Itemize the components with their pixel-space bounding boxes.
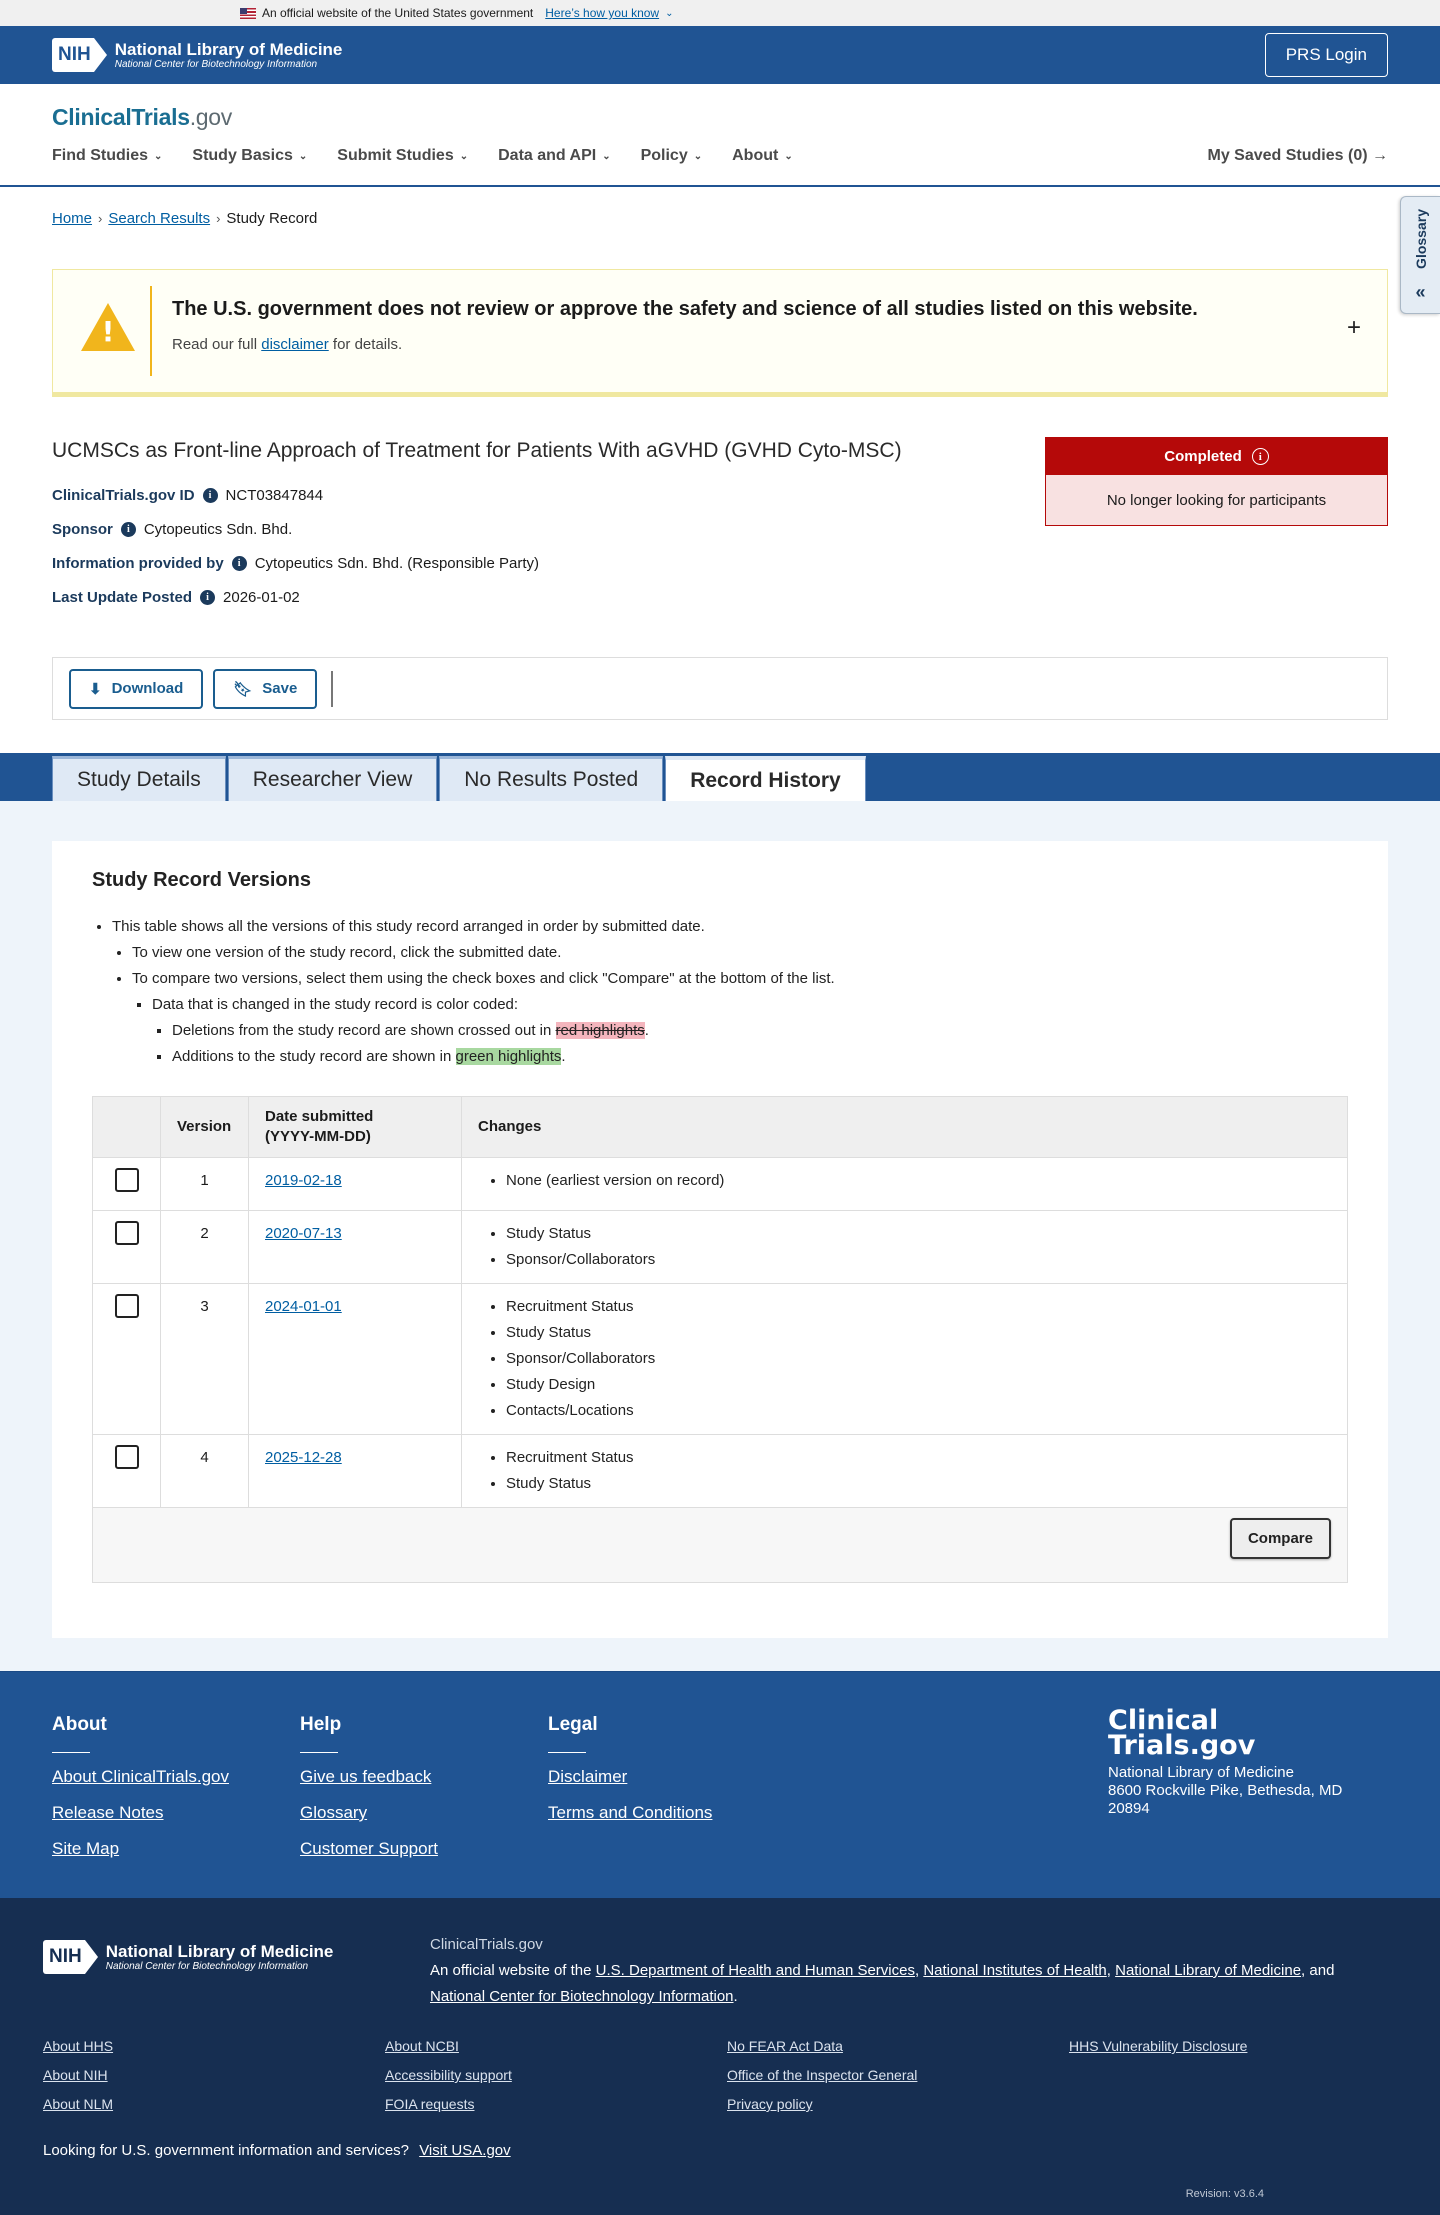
footer-address: National Library of Medicine 8600 Rockville Pike, Bethesda, MD 20894 (1108, 1764, 1343, 1817)
version-date-link[interactable]: 2019-02-18 (265, 1172, 342, 1189)
change-item: • Sponsor/Collaborators (506, 1247, 1331, 1273)
last-update-row: Last Update Posted i 2026-01-02 (52, 589, 300, 606)
red-highlight-sample: red highlights (555, 1022, 645, 1039)
footer-link[interactable]: HHS Vulnerability Disclosure (1069, 2038, 1248, 2054)
versions-instructions: • This table shows all the versions of this study record arranged in order by submitted date. • To view one version of the study record, click the submitted date. • To compare two versions, select them using the check boxes and click "Compare" at the bottom of the list. ▪ Data that is changed in the study record is color coded: ▪ Deletions from the study record are shown crossed out in red highlights. ▪ Additions to the study record are shown in green highlights. (92, 914, 1348, 1070)
expand-plus-icon[interactable]: + (1346, 314, 1361, 341)
change-item: • Recruitment Status (506, 1294, 1331, 1320)
footer-legal-col (548, 1714, 712, 1839)
footer-link[interactable]: Disclaimer (548, 1767, 628, 1786)
table-header-row (93, 1097, 1348, 1158)
version-number: 4 (161, 1435, 249, 1508)
info-icon[interactable]: i (203, 488, 218, 503)
study-header (52, 397, 1388, 657)
us-flag-icon (240, 8, 256, 19)
breadcrumb-search-results[interactable]: Search Results (108, 210, 211, 227)
version-checkbox[interactable] (115, 1294, 139, 1318)
footer-nlm-logo[interactable]: NIH National Library of Medicine National Center for Biotechnology Information (43, 1940, 333, 1974)
footer-link[interactable]: Customer Support (300, 1839, 438, 1858)
footer-link[interactable]: Office of the Inspector General (727, 2067, 918, 2083)
changes-column-header: Changes (462, 1097, 1348, 1158)
version-checkbox[interactable] (115, 1168, 139, 1192)
chevron-down-icon[interactable]: ⌄ (665, 7, 674, 19)
study-tabs (0, 753, 1440, 801)
gov-banner (0, 0, 1440, 26)
version-checkbox[interactable] (115, 1221, 139, 1245)
tab-study-details[interactable]: Study Details (52, 756, 226, 801)
table-row (93, 1211, 1348, 1284)
footer-link[interactable]: About ClinicalTrials.gov (52, 1767, 229, 1786)
green-highlight-sample: green highlights (455, 1048, 562, 1065)
version-number: 1 (161, 1158, 249, 1211)
nih-header (0, 26, 1440, 84)
breadcrumb-current: Study Record (226, 210, 318, 227)
footer-link[interactable]: FOIA requests (385, 2096, 475, 2112)
nav-policy[interactable]: Policy ⌄ (640, 147, 703, 164)
change-item: • Study Status (506, 1471, 1331, 1497)
chevron-down-icon: ⌄ (298, 150, 308, 162)
change-item: • Contacts/Locations (506, 1398, 1331, 1424)
study-id: NCT03847844 (225, 487, 324, 504)
footer-about-col (52, 1714, 229, 1875)
site-header (0, 84, 1440, 187)
chevron-down-icon: ⌄ (154, 150, 163, 162)
warning-icon: ! (81, 303, 137, 357)
chevron-right-icon: › (98, 211, 103, 226)
info-icon[interactable]: i (232, 556, 247, 571)
download-icon: ⬇ (89, 680, 102, 698)
nih-link[interactable]: National Institutes of Health (923, 1962, 1107, 1979)
chevron-down-icon: ⌄ (784, 150, 793, 162)
chevron-right-icon: › (216, 211, 221, 226)
change-item: • Sponsor/Collaborators (506, 1346, 1331, 1372)
status-subtext: No longer looking for participants (1046, 475, 1387, 525)
disclaimer-link[interactable]: disclaimer (261, 336, 329, 353)
compare-row (93, 1508, 1348, 1583)
footer-about-heading: About (52, 1714, 107, 1735)
footer-link[interactable]: Terms and Conditions (548, 1803, 713, 1822)
change-item: • Recruitment Status (506, 1445, 1331, 1471)
footer-link[interactable]: Accessibility support (385, 2067, 512, 2083)
table-row (93, 1284, 1348, 1435)
recruitment-status-badge (1045, 437, 1388, 526)
nlm-logo[interactable] (52, 38, 342, 72)
record-history-section (0, 801, 1440, 1671)
nav-about[interactable]: About ⌄ (732, 147, 793, 164)
footer-link[interactable]: Privacy policy (727, 2096, 813, 2112)
footer-bottom (0, 1898, 1440, 2215)
info-provided-value: Cytopeutics Sdn. Bhd. (Responsible Party) (254, 555, 539, 572)
version-date-link[interactable]: 2025-12-28 (265, 1449, 342, 1466)
saved-studies-link[interactable]: My Saved Studies (0) → (1207, 147, 1388, 164)
nlm-link[interactable]: National Library of Medicine (1115, 1962, 1302, 1979)
last-update-value: 2026-01-02 (223, 589, 300, 606)
footer-help-heading: Help (300, 1714, 342, 1735)
info-icon[interactable]: i (121, 522, 136, 537)
main-nav (52, 147, 793, 165)
chevron-down-icon: ⌄ (459, 150, 469, 162)
version-date-link[interactable]: 2024-01-01 (265, 1298, 342, 1315)
sponsor-value: Cytopeutics Sdn. Bhd. (143, 521, 293, 538)
sponsor-row: Sponsor i Cytopeutics Sdn. Bhd. (52, 521, 293, 538)
action-bar (52, 657, 1388, 720)
nav-submit-studies[interactable]: Submit Studies ⌄ (337, 147, 469, 164)
status-label: Completed (1164, 448, 1242, 465)
disclaimer-title: The U.S. government does not review or approve the safety and science of all studies listed on this website. (172, 298, 1198, 320)
nih-badge-icon: NIH (43, 1940, 98, 1974)
breadcrumb-home[interactable]: Home (52, 210, 93, 227)
info-icon[interactable]: i (1252, 448, 1269, 465)
version-checkbox[interactable] (115, 1445, 139, 1469)
footer-link[interactable]: About NLM (43, 2096, 114, 2112)
arrow-right-icon: → (1372, 147, 1388, 164)
date-column-header: Date submitted (YYYY-MM-DD) (249, 1097, 462, 1158)
version-date-link[interactable]: 2020-07-13 (265, 1225, 342, 1242)
select-column-header (93, 1097, 161, 1158)
versions-panel (52, 841, 1388, 1638)
heres-how-you-know-link[interactable]: Here’s how you know (545, 6, 660, 20)
chevron-down-icon: ⌄ (602, 150, 611, 162)
study-title: UCMSCs as Front-line Approach of Treatment for Patients With aGVHD (GVHD Cyto-MSC) (52, 439, 902, 462)
nav-find-studies[interactable]: Find Studies ⌄ (52, 147, 163, 164)
nav-study-basics[interactable]: Study Basics ⌄ (192, 147, 308, 164)
prs-login-button[interactable]: PRS Login (1265, 33, 1388, 77)
footer-link[interactable]: About NCBI (385, 2038, 459, 2054)
version-number: 3 (161, 1284, 249, 1435)
revision-label: Revision: v3.6.4 (1185, 2188, 1264, 2200)
tab-record-history[interactable]: Record History (665, 756, 866, 801)
versions-table (92, 1096, 1348, 1583)
save-button[interactable]: 🔖︎ Save (213, 669, 317, 709)
footer-link[interactable]: No FEAR Act Data (727, 2038, 843, 2054)
table-row (93, 1158, 1348, 1211)
footer-link[interactable]: About NIH (43, 2067, 108, 2083)
info-icon[interactable]: i (200, 590, 215, 605)
compare-button[interactable]: Compare (1230, 1518, 1331, 1559)
footer-link[interactable]: Release Notes (52, 1803, 164, 1822)
usa-gov-line: Looking for U.S. government information and services? Visit USA.gov (43, 2142, 511, 2159)
ncbi-link[interactable]: National Center for Biotechnology Information (430, 1988, 734, 2005)
change-item: • Study Status (506, 1221, 1331, 1247)
visit-usa-gov-link[interactable]: Visit USA.gov (419, 2142, 511, 2159)
official-website-text: ClinicalTrials.gov An official website of the U.S. Department of Health and Human Services, National Institutes of Health, National Library of Medicine, and National Center for Biotechnology Information. (430, 1936, 1335, 2005)
disclaimer-alert (52, 269, 1388, 397)
nih-badge-icon: NIH (52, 38, 107, 72)
footer-link[interactable]: Glossary (300, 1803, 368, 1822)
change-item: • Study Status (506, 1320, 1331, 1346)
change-item: • None (earliest version on record) (506, 1168, 1331, 1194)
disclaimer-text: Read our full disclaimer for details. (172, 336, 403, 353)
footer-link[interactable]: About HHS (43, 2038, 114, 2054)
footer-top (0, 1671, 1440, 1898)
breadcrumb (52, 187, 1388, 227)
clinicaltrials-logo[interactable]: ClinicalTrials.gov (52, 104, 232, 130)
change-item: • Study Design (506, 1372, 1331, 1398)
table-row (93, 1435, 1348, 1508)
double-chevron-left-icon: « (1415, 282, 1426, 302)
download-button[interactable]: ⬇ Download (69, 669, 203, 709)
toolbar-divider (331, 671, 333, 707)
study-id-row: ClinicalTrials.gov ID i NCT03847844 (52, 487, 324, 504)
footer-logo[interactable]: Clinical Trials.gov (1108, 1705, 1256, 1761)
footer-help-col (300, 1714, 438, 1875)
footer-link[interactable]: Give us feedback (300, 1767, 432, 1786)
footer-brand (1108, 1705, 1343, 1818)
versions-heading: Study Record Versions (92, 869, 311, 891)
footer-legal-heading: Legal (548, 1714, 598, 1735)
nlm-title: National Library of Medicine (114, 39, 343, 59)
nav-data-api[interactable]: Data and API ⌄ (498, 147, 611, 164)
tab-no-results-posted[interactable]: No Results Posted (439, 756, 663, 801)
hhs-link[interactable]: U.S. Department of Health and Human Services (595, 1962, 915, 1979)
ncbi-subtitle: National Center for Biotechnology Information (114, 58, 318, 70)
glossary-label: Glossary (1412, 209, 1429, 269)
version-column-header: Version (161, 1097, 249, 1158)
gov-banner-text: An official website of the United States government (262, 6, 534, 20)
chevron-down-icon: ⌄ (693, 150, 703, 162)
bookmark-icon: 🔖︎ (233, 680, 253, 698)
footer-link[interactable]: Site Map (52, 1839, 120, 1858)
footer-agency-links (43, 2038, 1411, 2125)
info-provided-row: Information provided by i Cytopeutics Sdn. Bhd. (Responsible Party) (52, 555, 539, 572)
version-number: 2 (161, 1211, 249, 1284)
tab-researcher-view[interactable]: Researcher View (228, 756, 438, 801)
